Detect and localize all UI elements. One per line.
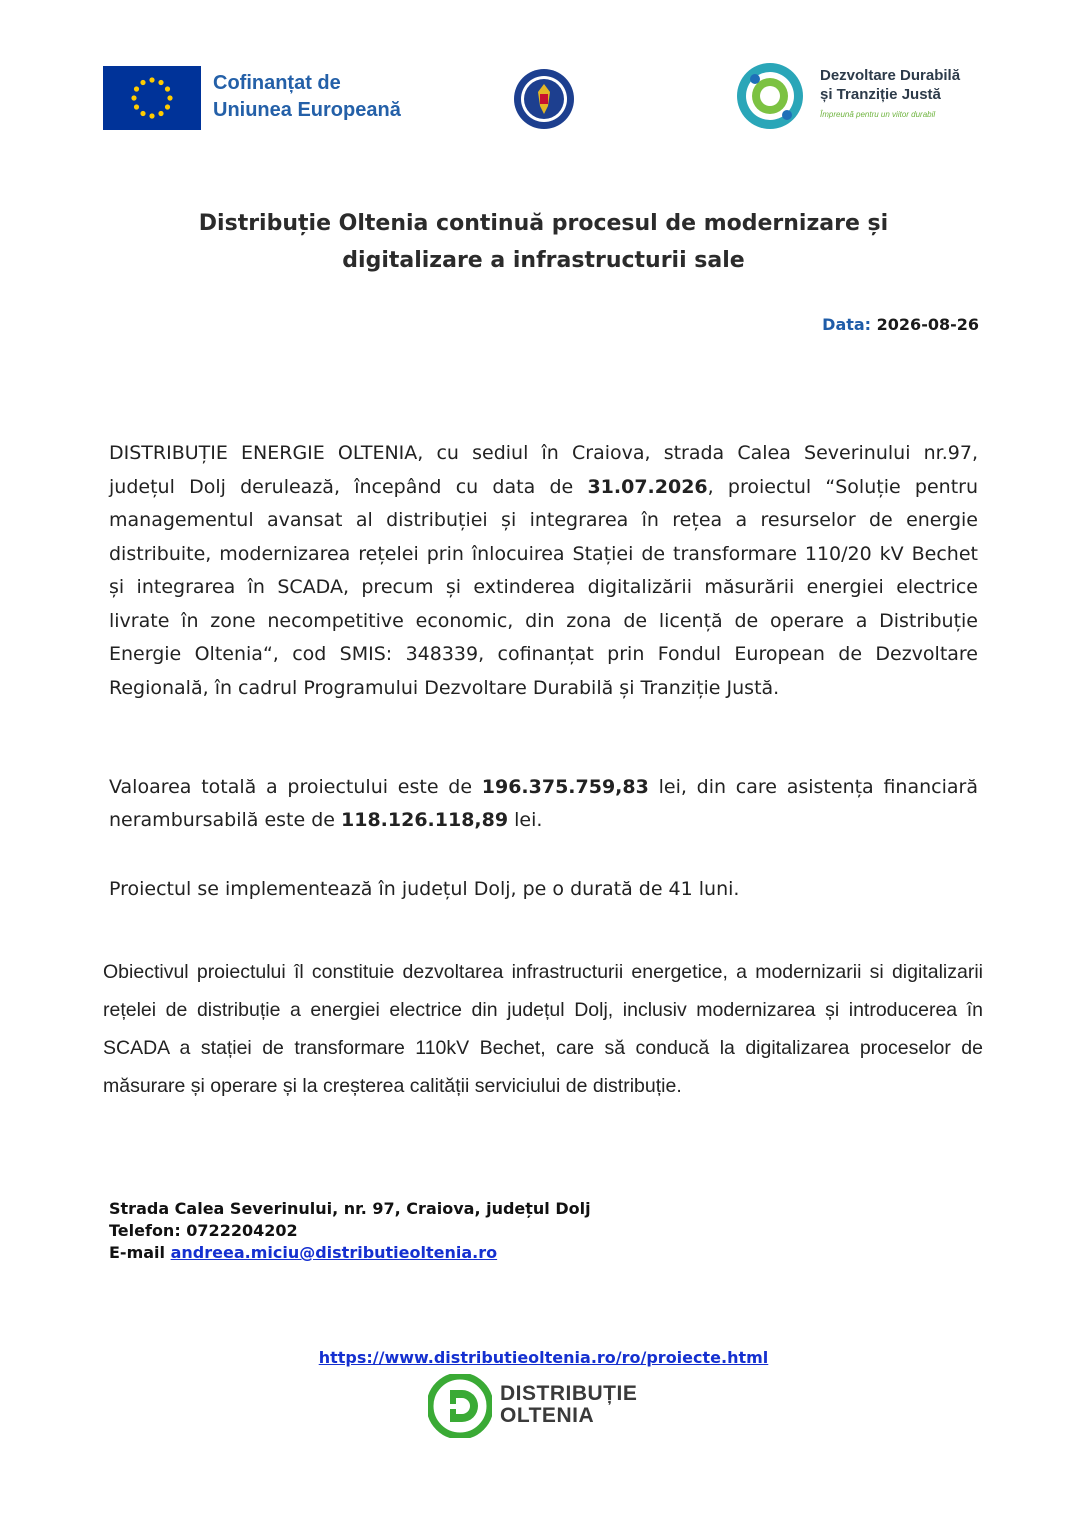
email-link[interactable]: andreea.miciu@distributieoltenia.ro <box>170 1243 498 1262</box>
date-label: Data: <box>822 315 872 334</box>
eu-line-2: Uniunea Europeană <box>213 99 401 121</box>
government-seal-icon <box>513 68 575 130</box>
title-line-2: digitalizare a infrastructurii sale <box>342 248 745 273</box>
contact-address: Strada Calea Severinului, nr. 97, Craiova, județul Dolj <box>109 1199 591 1218</box>
distributie-oltenia-logo-text <box>500 1383 637 1427</box>
eu-cofinancing-text <box>213 70 401 124</box>
program-line-1: Dezvoltare Durabilă <box>820 67 961 84</box>
p2-text-3: lei. <box>508 809 543 831</box>
paragraph-project-description <box>109 437 978 705</box>
contact-email-row <box>109 1242 591 1264</box>
program-title <box>820 66 960 104</box>
company-name: DISTRIBUȚIE ENERGIE OLTENIA <box>109 442 418 464</box>
logo-line-1: DISTRIBUȚIE <box>500 1382 638 1405</box>
projects-url-link[interactable]: https://www.distributieoltenia.ro/ro/proiecte.html <box>318 1348 769 1367</box>
distributie-oltenia-logo-icon <box>428 1374 492 1438</box>
eu-flag-logo <box>103 66 201 130</box>
eu-line-1: Cofinanțat de <box>213 72 341 94</box>
grant-value: 118.126.118,89 <box>341 809 509 831</box>
contact-block <box>109 1198 591 1264</box>
program-tagline: Împreună pentru un viitor durabil <box>820 110 936 119</box>
total-value: 196.375.759,83 <box>481 776 649 798</box>
p2-text-2: lei, din care asistența financiară nerambursabilă este de <box>109 776 978 831</box>
p2-text-1: Valoarea totală a proiectului este de <box>109 776 482 798</box>
document-date <box>822 315 979 334</box>
email-label: E-mail <box>109 1243 171 1262</box>
p1-text-1: , cu sediul în Craiova, strada Calea Severinului nr.97, județul Dolj derulează, începând cu data de <box>109 442 978 498</box>
paragraph-implementation: Proiectul se implementează în județul Dolj, pe o durată de 41 luni. <box>109 878 740 900</box>
start-date: 31.07.2026 <box>587 475 708 498</box>
sustainable-development-logo-icon <box>735 61 805 131</box>
contact-phone: Telefon: 0722204202 <box>109 1221 298 1240</box>
title-line-1: Distribuție Oltenia continuă procesul de modernizare și <box>198 211 889 236</box>
date-value: 2026-08-26 <box>876 315 979 334</box>
paragraph-project-value <box>109 771 978 837</box>
p1-text-2: , proiectul “Soluție pentru managementul avansat al distribuției și integrarea în rețea a resurselor de energie distribuite, modernizarea rețelei prin înlocuirea Stației de transformare 110/20 kV Bechet și integrarea în SCADA, precum și extinderea digitalizării măsurării energiei electrice livrate în zone necompetitive economic, din zona de licență de operare a Distribuție Energie Oltenia“, cod SMIS: 348339, cofinanțat prin Fondul European de Dezvoltare Regională, în cadrul Programului Dezvoltare Durabilă și Tranziție Justă. <box>109 475 978 699</box>
logo-line-2: OLTENIA <box>500 1404 595 1427</box>
eu-stars-icon <box>131 77 172 118</box>
paragraph-objective: Obiectivul proiectului îl constituie dezvoltarea infrastructurii energetice, a modernizarii si digitalizarii rețelei de distribuție a energiei electrice din județul Dolj, inclusiv modernizarea și introducerea în SCADA a stației de transformare 110kV Bechet, care să conducă la digitalizarea proceselor de măsurare și operare și la creșterea calității serviciului de distribuție. <box>103 961 983 1097</box>
program-line-2: și Tranziție Justă <box>820 86 941 103</box>
page-title <box>90 205 997 279</box>
